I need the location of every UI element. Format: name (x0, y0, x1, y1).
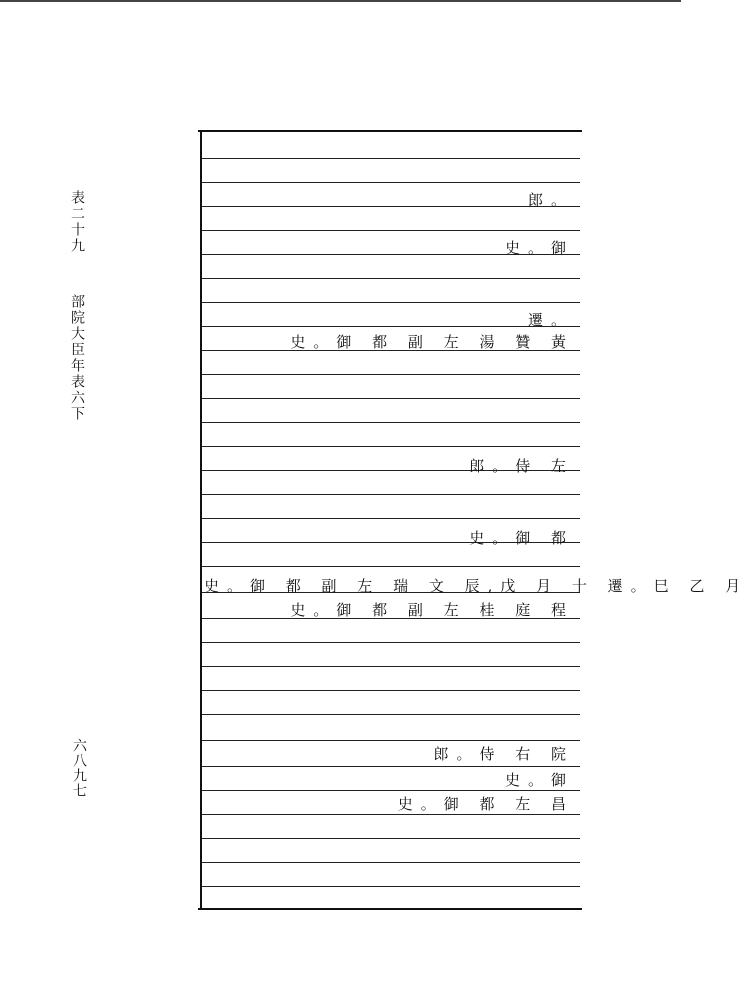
table-rule (202, 374, 580, 375)
table-rule (202, 666, 580, 667)
table-rule (202, 182, 580, 183)
table-rule (202, 642, 580, 643)
table-rule (202, 714, 580, 715)
table-rule (202, 838, 580, 839)
entry-you-shi-lang: 郎。侍 右 院 (433, 745, 574, 763)
entry-zuo-shi-lang: 郎。侍 左 (469, 457, 574, 475)
table-title: 部院大臣年表六下 (69, 294, 85, 422)
table-rule (202, 690, 580, 691)
entry-shi-yu-2: 史。御 (504, 771, 574, 789)
table-rule (202, 766, 580, 767)
entry-rui: 史。御 都 副 左 瑞 文 辰,戊 月 十 遷。巳 乙 月 (204, 577, 748, 595)
table-rule (202, 278, 580, 279)
table-rule (202, 206, 580, 207)
table-rule (202, 494, 580, 495)
table-rule (202, 446, 580, 447)
entry-lang: 郎。 (527, 191, 574, 209)
entry-huang-zan-tang: 史。御 都 副 左 湯 贊 黃 (290, 333, 574, 351)
table-rule (202, 398, 580, 399)
table-rule (202, 326, 580, 327)
table-rule (202, 302, 580, 303)
table-rule (202, 566, 580, 567)
table-number: 表二十九 (69, 190, 85, 254)
table-rule (202, 158, 580, 159)
table-rule (202, 518, 580, 519)
table-rule (202, 814, 580, 815)
margin-title (66, 190, 88, 422)
table-rule (202, 886, 580, 887)
page-number: 六八九七 (71, 738, 87, 798)
entry-shi-yu: 史。御 (504, 239, 574, 257)
entry-cheng-ting-gui: 史。御 都 副 左 桂 庭 程 (290, 601, 574, 619)
table-bottom-rule (198, 908, 582, 910)
table-rule (202, 422, 580, 423)
table-rule (202, 740, 580, 741)
table-rule (202, 862, 580, 863)
ruled-table (200, 130, 748, 910)
entry-qian: 遷。 (527, 311, 574, 329)
entry-chang: 史。御 都 左 昌 (397, 795, 574, 813)
table-rule (202, 230, 580, 231)
table-rule (202, 790, 580, 791)
entry-du-yu-shi: 史。御 都 (469, 529, 574, 547)
page-top-border (0, 0, 681, 2)
table-top-rule (198, 130, 582, 132)
